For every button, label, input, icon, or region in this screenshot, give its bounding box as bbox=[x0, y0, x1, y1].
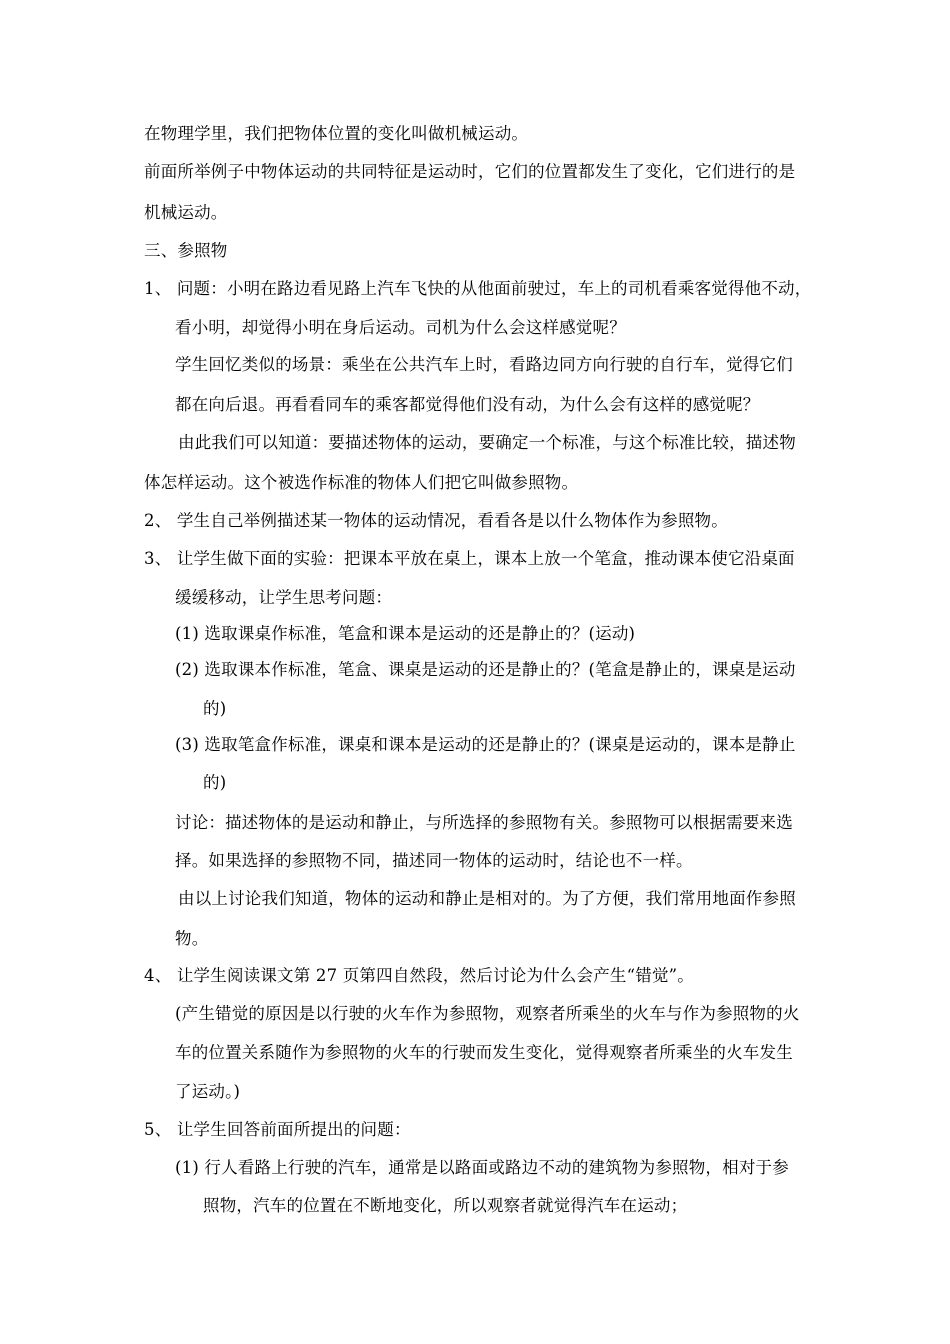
text-line: 由此我们可以知道：要描述物体的运动，要确定一个标准，与这个标准比较，描述物 bbox=[178, 433, 796, 452]
text-line: 的) bbox=[203, 699, 227, 718]
text-line: 在物理学里，我们把物体位置的变化叫做机械运动。 bbox=[144, 124, 529, 143]
list-item: 2、 学生自己举例描述某一物体的运动情况，看看各是以什么物体作为参照物。 bbox=[144, 511, 728, 530]
text-line: 物。 bbox=[175, 929, 209, 948]
text-line: 的) bbox=[203, 773, 227, 792]
text-line: (产生错觉的原因是以行驶的火车作为参照物，观察者所乘坐的火车与作为参照物的火 bbox=[175, 1004, 800, 1023]
text-line: 都在向后退。再看看同车的乘客都觉得他们没有动，为什么会有这样的感觉呢？ bbox=[175, 395, 760, 414]
text-line: 讨论：描述物体的是运动和静止，与所选择的参照物有关。参照物可以根据需要来选 bbox=[175, 813, 793, 832]
list-item: 3、 让学生做下面的实验：把课本平放在桌上，课本上放一个笔盒，推动课本使它沿桌面 bbox=[144, 549, 795, 568]
list-item: 1、 问题：小明在路边看见路上汽车飞快的从他面前驶过，车上的司机看乘客觉得他不动， bbox=[144, 279, 812, 298]
text-line: 学生回忆类似的场景：乘坐在公共汽车上时，看路边同方向行驶的自行车，觉得它们 bbox=[175, 355, 793, 374]
list-item: 4、 让学生阅读课文第 27 页第四自然段，然后讨论为什么会产生“错觉”。 bbox=[144, 966, 694, 985]
text-line: 由以上讨论我们知道，物体的运动和静止是相对的。为了方便，我们常用地面作参照 bbox=[178, 889, 796, 908]
text-line: 了运动。) bbox=[175, 1082, 241, 1101]
text-line: 缓缓移动，让学生思考问题： bbox=[175, 588, 393, 607]
sub-list-item: (2) 选取课本作标准，笔盒、课桌是运动的还是静止的？(笔盒是静止的，课桌是运动 bbox=[175, 660, 796, 679]
text-line: 前面所举例子中物体运动的共同特征是运动时，它们的位置都发生了变化，它们进行的是 bbox=[144, 162, 796, 181]
list-item: 5、 让学生回答前面所提出的问题： bbox=[144, 1120, 411, 1139]
text-line: 看小明，却觉得小明在身后运动。司机为什么会这样感觉呢？ bbox=[175, 318, 626, 337]
sub-list-item: (1) 选取课桌作标准，笔盒和课本是运动的还是静止的？(运动) bbox=[175, 624, 636, 643]
text-line: 车的位置关系随作为参照物的火车的行驶而发生变化，觉得观察者所乘坐的火车发生 bbox=[175, 1043, 793, 1062]
text-line: 择。如果选择的参照物不同，描述同一物体的运动时，结论也不一样。 bbox=[175, 851, 693, 870]
sub-list-item: (3) 选取笔盒作标准，课桌和课本是运动的还是静止的？(课桌是运动的，课本是静止 bbox=[175, 735, 796, 754]
text-line: 机械运动。 bbox=[144, 203, 228, 222]
text-line: 体怎样运动。这个被选作标准的物体人们把它叫做参照物。 bbox=[144, 473, 579, 492]
text-line: 照物，汽车的位置在不断地变化，所以观察者就觉得汽车在运动； bbox=[203, 1196, 688, 1215]
sub-list-item: (1) 行人看路上行驶的汽车，通常是以路面或路边不动的建筑物为参照物，相对于参 bbox=[175, 1158, 789, 1177]
section-heading: 三、参照物 bbox=[144, 241, 228, 260]
